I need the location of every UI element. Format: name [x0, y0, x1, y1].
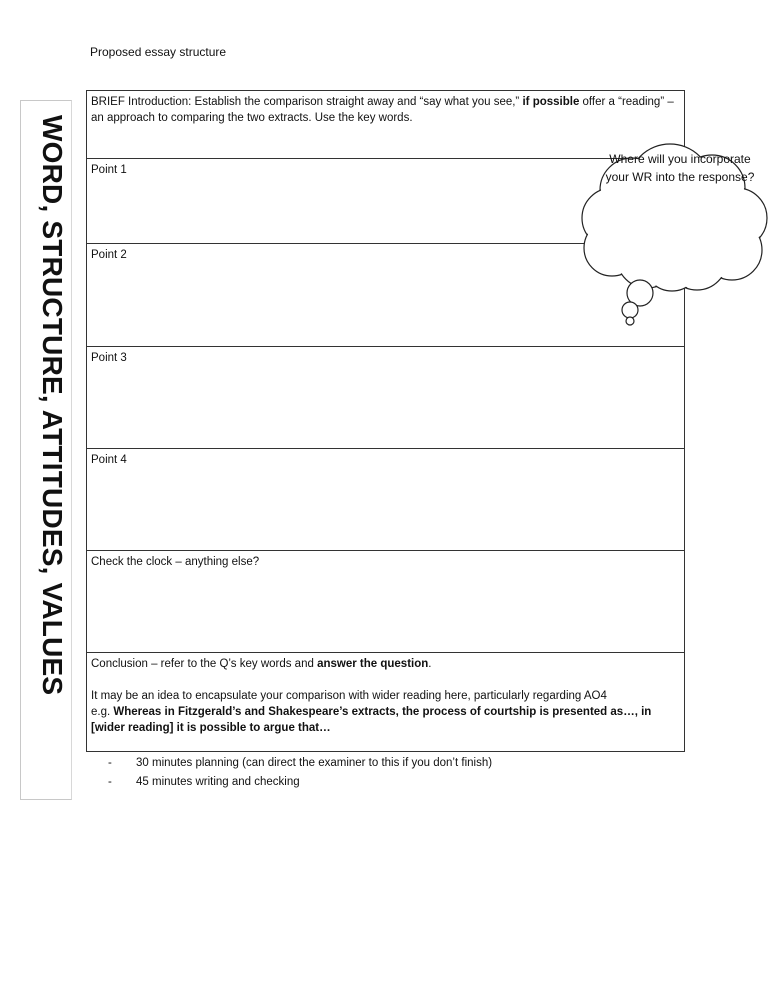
conclusion-text: Conclusion – refer to the Q’s key words and — [91, 658, 318, 670]
intro-text-cont: offer a “reading” – an approach to comparing the two extracts. Use the key words. — [91, 96, 674, 124]
conclusion-eg: e.g. — [91, 706, 114, 718]
timing-list — [108, 754, 492, 792]
point-4-label: Point 4 — [91, 454, 127, 466]
conclusion-period: . — [428, 658, 432, 670]
bullet-dash: - — [108, 776, 112, 788]
conclusion-line-2: It may be an idea to encapsulate your comparison with wider reading here, particularly regarding AO4 — [91, 690, 607, 702]
conclusion-row — [87, 652, 684, 753]
point-3-row — [87, 346, 684, 448]
intro-text: BRIEF Introduction: Establish the comparison straight away and “say what you see,” — [91, 96, 523, 108]
conclusion-line-1 — [91, 656, 680, 672]
intro-bold: if possible — [522, 96, 580, 108]
bullet-text: 30 minutes planning (can direct the examiner to this if you don’t finish) — [136, 757, 493, 769]
list-item — [108, 773, 492, 792]
page-title: Proposed essay structure — [90, 45, 227, 59]
side-label: WORD, STRUCTURE, ATTITUDES, VALUES — [37, 115, 68, 696]
point-2-label: Point 2 — [91, 249, 127, 261]
point-4-row — [87, 448, 684, 550]
bullet-text: 45 minutes writing and checking — [136, 776, 300, 788]
check-label: Check the clock – anything else? — [91, 556, 260, 568]
bullet-dash: - — [108, 757, 112, 769]
conclusion-bold: answer the question — [317, 658, 429, 670]
list-item — [108, 754, 492, 773]
cloud-text: Where will you incorporate your WR into the response? — [605, 152, 755, 184]
point-1-label: Point 1 — [91, 164, 127, 176]
conclusion-example-bold: Whereas in Fitzgerald’s and Shakespeare’s extracts, the process of courtship is presented as…, in [wider reading] it is possible to argue that… — [91, 706, 652, 734]
point-3-label: Point 3 — [91, 352, 127, 364]
conclusion-example — [91, 704, 680, 736]
check-row — [87, 550, 684, 652]
